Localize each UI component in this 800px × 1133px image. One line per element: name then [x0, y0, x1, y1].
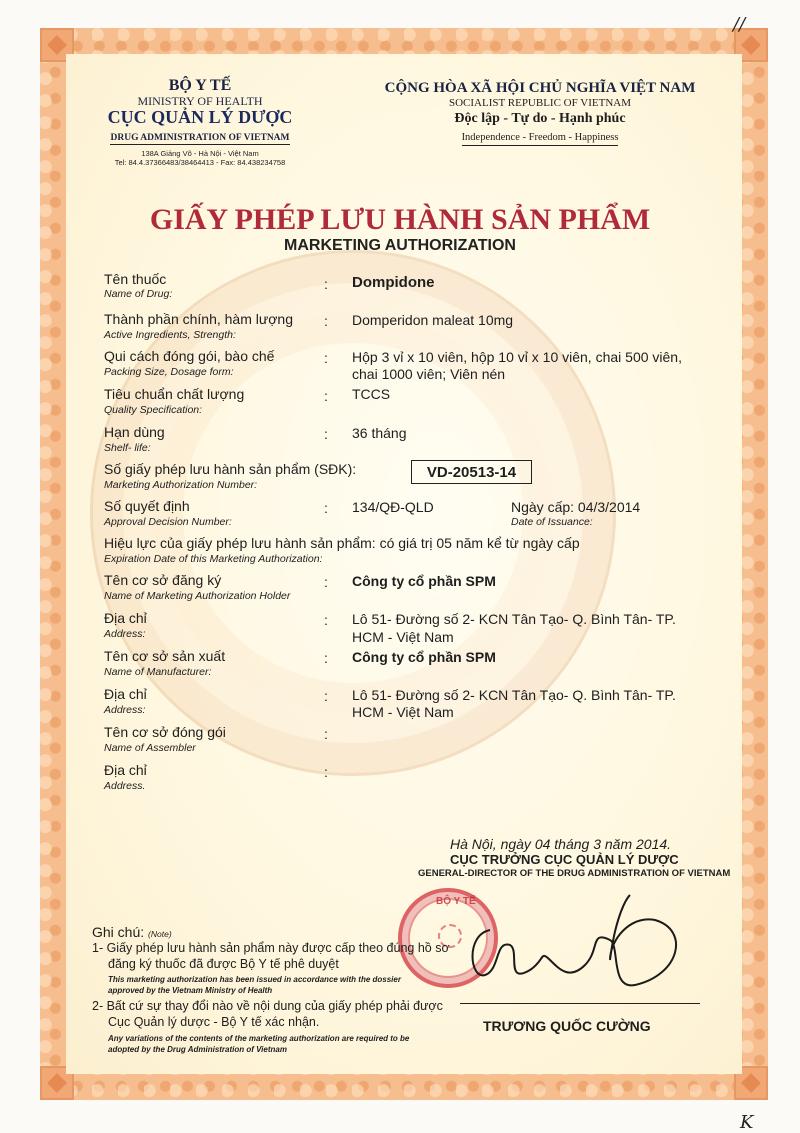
decision-value: 134/QĐ-QLD [352, 499, 434, 515]
quality-label-en: Quality Specification: [104, 404, 203, 416]
packing-label: Qui cách đóng gói, bào chế [104, 348, 275, 364]
notes-heading [92, 924, 172, 940]
holder-address-label-en: Address: [104, 628, 146, 640]
seal-text-top: BỘ Y TẾ [436, 896, 476, 907]
note-1-en-line2: approved by the Vietnam Ministry of Health [108, 986, 273, 995]
colon: : [324, 688, 328, 704]
colon: : [324, 650, 328, 666]
signature-line [460, 1003, 700, 1004]
manufacturer-address-label-en: Address: [104, 704, 146, 716]
ma-number-label: Số giấy phép lưu hành sản phẩm (SĐK): [104, 461, 357, 477]
holder-address-line1: Lô 51- Đường số 2- KCN Tân Tạo- Q. Bình Tân- TP. [352, 611, 676, 627]
note-1-vn-line1: 1- Giấy phép lưu hành sản phẩm này được cấp theo đúng hồ sơ [92, 941, 450, 955]
shelf-life-label: Hạn dùng [104, 424, 165, 440]
manufacturer-label-en: Name of Manufacturer: [104, 666, 212, 678]
colon: : [324, 350, 328, 366]
drug-name-value: Dompidone [352, 274, 435, 291]
manufacturer-address-line2: HCM - Việt Nam [352, 704, 454, 720]
holder-label: Tên cơ sở đăng ký [104, 572, 222, 588]
packing-value-line2: chai 1000 viên; Viên nén [352, 366, 506, 382]
manufacturer-label: Tên cơ sở sản xuất [104, 648, 226, 664]
note-1-vn-line2: đăng ký thuốc đã được Bộ Y tế phê duyệt [108, 957, 339, 971]
decision-label-en: Approval Decision Number: [104, 516, 232, 528]
colon: : [324, 726, 328, 742]
country-vn: CỘNG HÒA XÃ HỘI CHỦ NGHĨA VIỆT NAM [384, 80, 696, 96]
manufacturer-address-line1: Lô 51- Đường số 2- KCN Tân Tạo- Q. Bình Tân- TP. [352, 687, 676, 703]
note-2-vn-line2: Cục Quản lý dược - Bộ Y tế xác nhận. [108, 1015, 320, 1029]
motto-en: Independence - Freedom - Happiness [462, 132, 619, 146]
agency-contact: Tel: 84.4.37366483/38464413 - Fax: 84.438234758 [114, 158, 286, 167]
ingredients-value: Domperidon maleat 10mg [352, 312, 514, 328]
quality-label: Tiêu chuẩn chất lượng [104, 386, 245, 402]
colon: : [324, 426, 328, 442]
issuer-header [80, 77, 320, 167]
shelf-life-label-en: Shelf- life: [104, 442, 151, 454]
handwritten-mark-bottom: K [740, 1112, 754, 1133]
issue-date: Ngày cấp: 04/3/2014 [511, 499, 641, 515]
country-en: SOCIALIST REPUBLIC OF VIETNAM [448, 97, 632, 109]
signer-title-vn: CỤC TRƯỞNG CỤC QUẢN LÝ DƯỢC [450, 852, 679, 867]
document-subtitle: MARKETING AUTHORIZATION [284, 237, 516, 254]
drug-name-label-en: Name of Drug: [104, 288, 173, 300]
notes-heading-vn: Ghi chú: [92, 924, 145, 940]
ma-number-label-en: Marketing Authorization Number: [104, 479, 258, 491]
handwritten-mark-top: // [733, 14, 746, 35]
ministry-en: MINISTRY OF HEALTH [137, 94, 263, 108]
colon: : [324, 574, 328, 590]
motto-vn: Độc lập - Tự do - Hạnh phúc [454, 111, 626, 126]
colon: : [324, 500, 328, 516]
issue-date-label-en: Date of Issuance: [511, 516, 593, 528]
assembler-label: Tên cơ sở đóng gói [104, 724, 226, 740]
assembler-label-en: Name of Assembler [104, 742, 196, 754]
agency-vn: CỤC QUẢN LÝ DƯỢC [107, 107, 293, 127]
signer-title-en: GENERAL-DIRECTOR OF THE DRUG ADMINISTRATION OF VIETNAM [418, 868, 731, 879]
note-2-vn-line1: 2- Bất cứ sự thay đổi nào về nội dung của giấy phép phải được [92, 999, 443, 1013]
drug-name-label: Tên thuốc [104, 271, 167, 287]
manufacturer-address-label: Địa chỉ [104, 686, 147, 702]
assembler-address-label-en: Address. [104, 780, 146, 792]
place-date: Hà Nội, ngày 04 tháng 3 năm 2014. [450, 836, 672, 852]
ma-number-value: VD-20513-14 [411, 460, 532, 484]
colon: : [324, 612, 328, 628]
validity-label-en: Expiration Date of this Marketing Authorization: [104, 553, 323, 565]
ingredients-label-en: Active Ingredients, Strength: [104, 329, 236, 341]
holder-address-label: Địa chỉ [104, 610, 147, 626]
holder-value: Công ty cổ phần SPM [352, 573, 496, 589]
quality-value: TCCS [352, 386, 391, 402]
signer-name: TRƯƠNG QUỐC CƯỜNG [483, 1018, 651, 1034]
manufacturer-value: Công ty cổ phần SPM [352, 649, 496, 665]
agency-en: DRUG ADMINISTRATION OF VIETNAM [110, 133, 290, 143]
handwritten-signature [460, 890, 710, 1005]
assembler-address-label: Địa chỉ [104, 762, 147, 778]
colon: : [324, 276, 328, 292]
country-header [360, 80, 720, 146]
holder-label-en: Name of Marketing Authorization Holder [104, 590, 291, 602]
colon: : [324, 313, 328, 329]
packing-value-line1: Hộp 3 vỉ x 10 viên, hộp 10 vỉ x 10 viên, chai 500 viên, [352, 349, 682, 365]
packing-label-en: Packing Size, Dosage form: [104, 366, 234, 378]
colon: : [324, 764, 328, 780]
agency-address: 138A Giảng Võ - Hà Nội - Việt Nam [141, 149, 259, 158]
colon: : [324, 388, 328, 404]
validity-statement: Hiệu lực của giấy phép lưu hành sản phẩm: có giá trị 05 năm kể từ ngày cấp [104, 535, 580, 551]
ingredients-label: Thành phần chính, hàm lượng [104, 311, 294, 327]
ministry-vn: BỘ Y TẾ [168, 77, 232, 94]
notes-heading-en: (Note) [148, 929, 172, 939]
document-title: GIẤY PHÉP LƯU HÀNH SẢN PHẨM [149, 203, 651, 236]
note-1-en-line1: This marketing authorization has been issued in accordance with the dossier [108, 975, 401, 984]
note-2-en-line2: adopted by the Drug Administration of Vietnam [108, 1045, 287, 1054]
shelf-life-value: 36 tháng [352, 425, 407, 441]
note-2-en-line1: Any variations of the contents of the marketing authorization are required to be [108, 1034, 410, 1043]
decision-label: Số quyết định [104, 498, 190, 514]
holder-address-line2: HCM - Việt Nam [352, 629, 454, 645]
